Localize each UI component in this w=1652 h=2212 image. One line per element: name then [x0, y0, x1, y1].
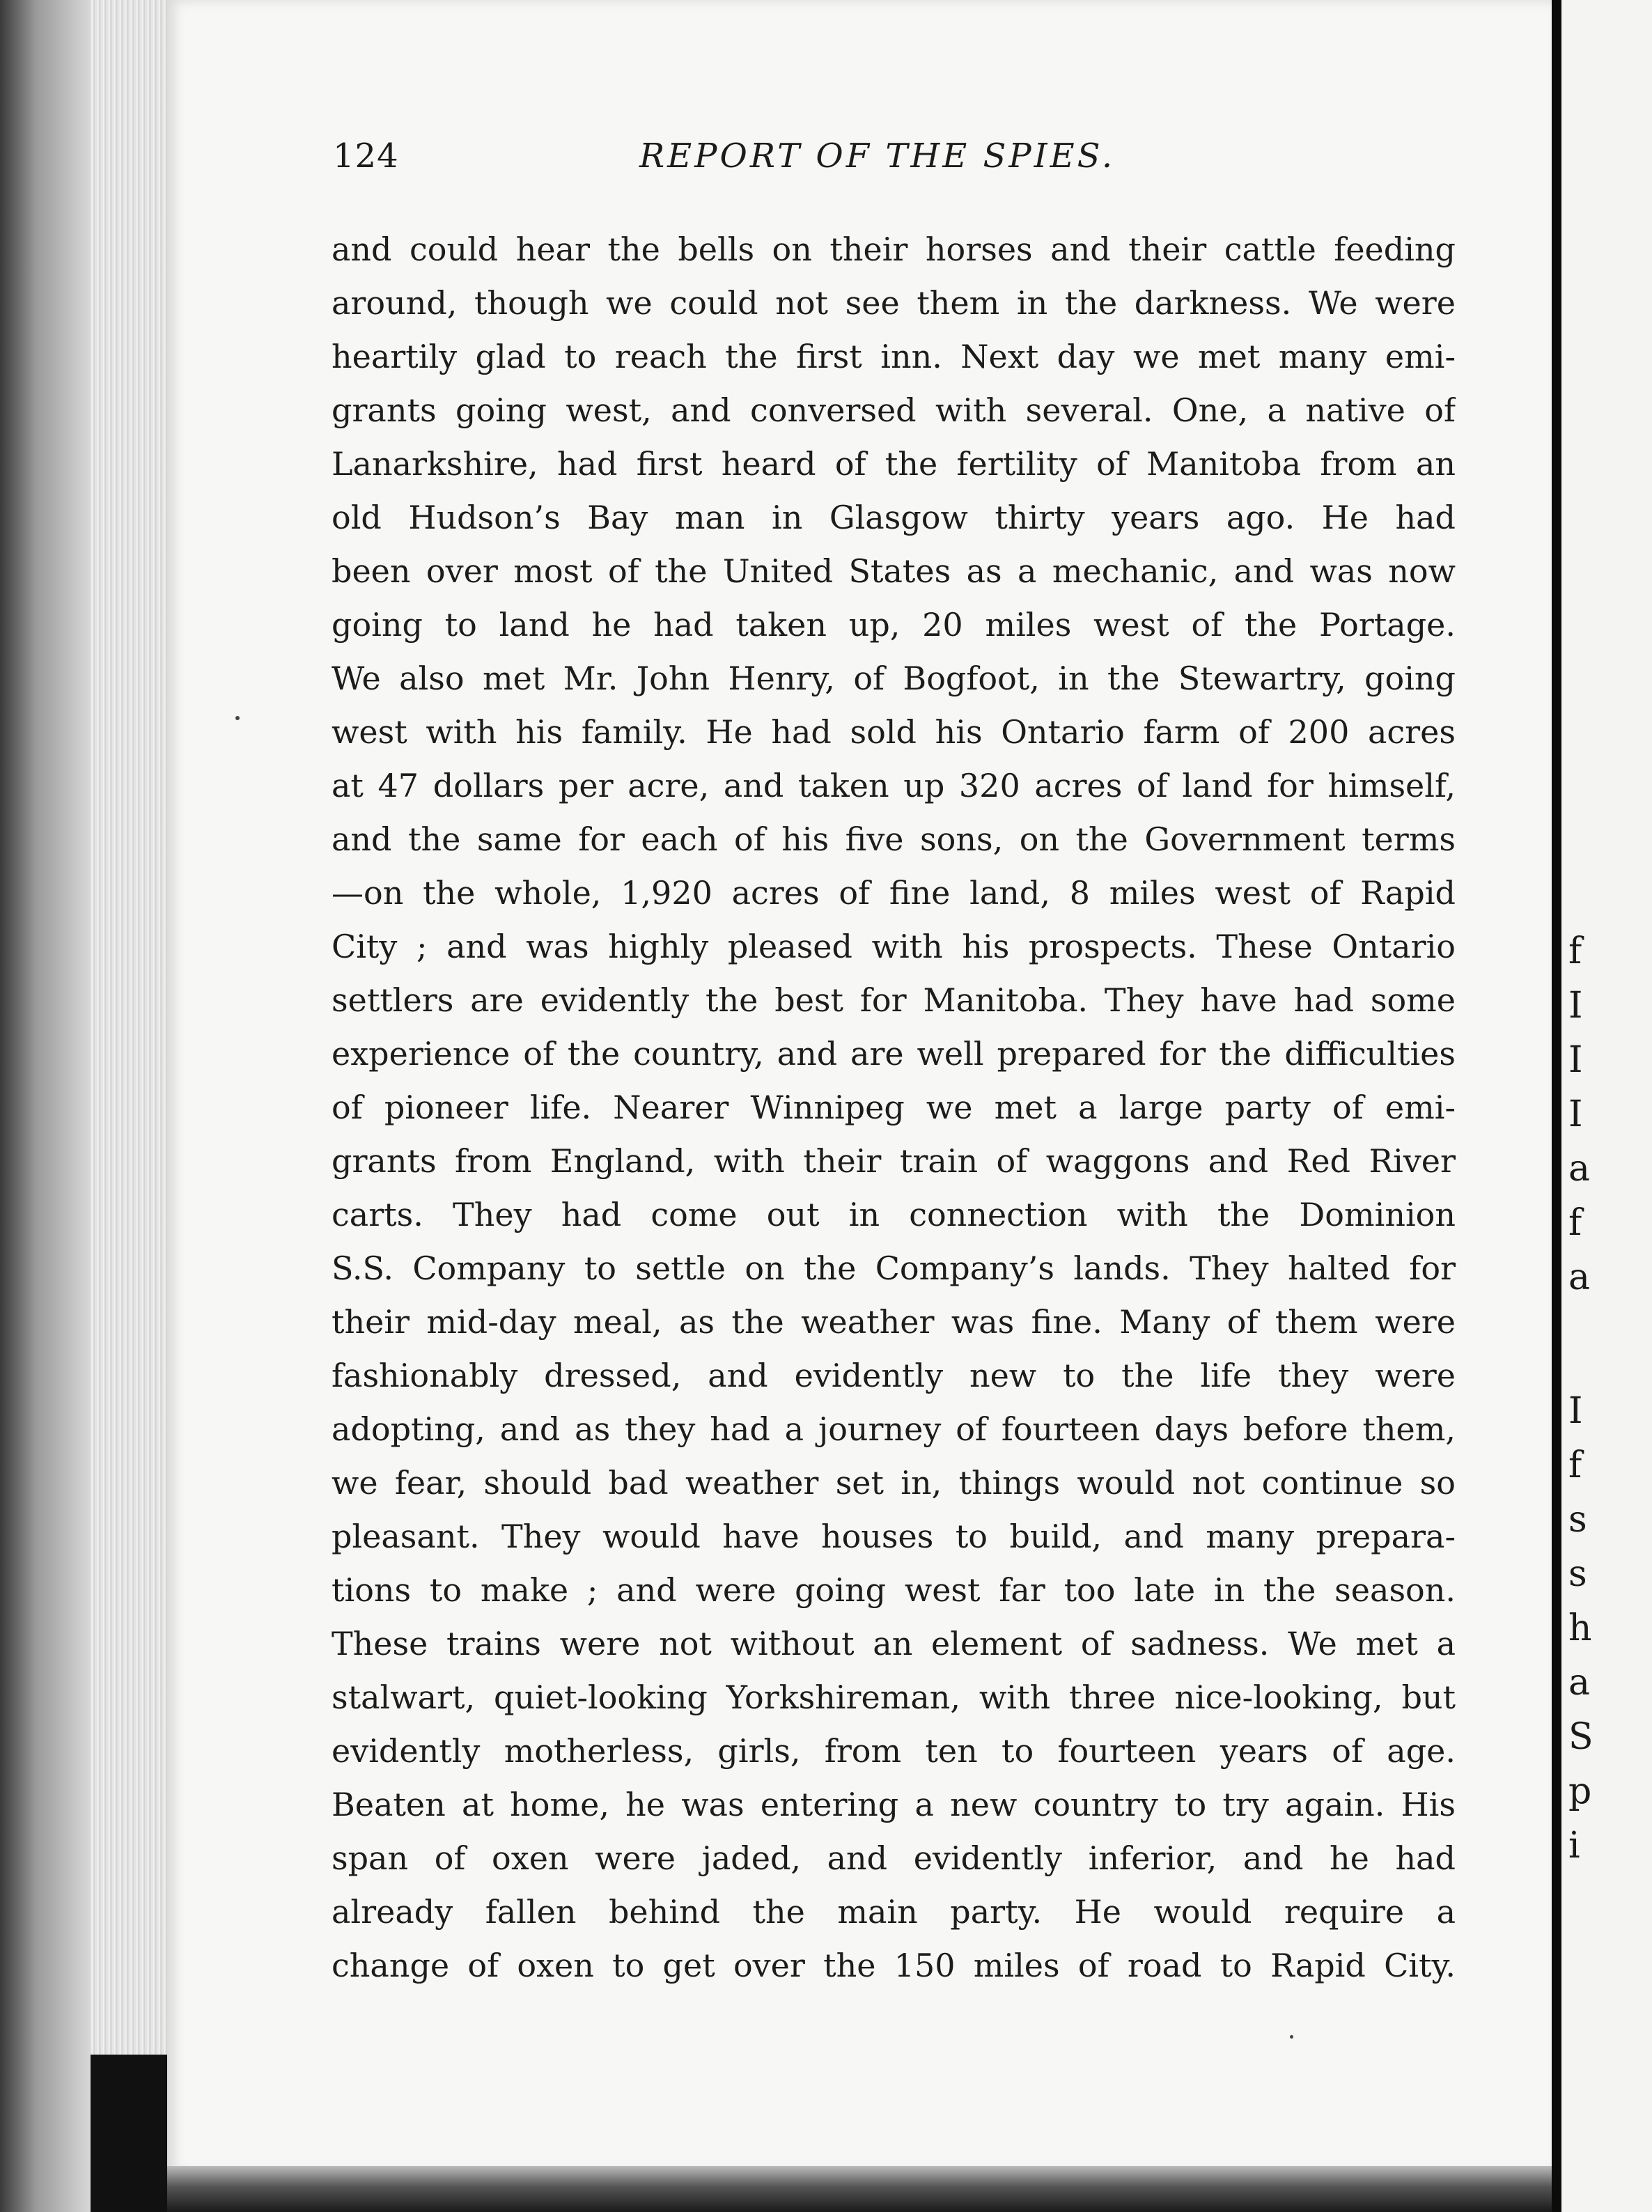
body-text — [332, 223, 1456, 1993]
text-line: tions to make ; and were going west far too late in the season. — [332, 1571, 1456, 1609]
facing-page-fragment: f — [1568, 1444, 1582, 1486]
facing-page-fragment: s — [1568, 1553, 1587, 1595]
text-line: evidently motherless, girls, from ten to fourteen years of age. — [332, 1732, 1456, 1770]
text-line: adopting, and as they had a journey of fourteen days before them, — [332, 1410, 1456, 1448]
text-line: been over most of the United States as a mechanic, and was now — [332, 552, 1456, 590]
text-line: already fallen behind the main party. He would require a — [332, 1893, 1456, 1931]
text-line: carts. They had come out in connection with the Dominion — [332, 1196, 1456, 1233]
book-binding-edge — [0, 0, 91, 2212]
text-line: We also met Mr. John Henry, of Bogfoot, in the Stewartry, going — [332, 660, 1456, 697]
facing-page-fragment: s — [1568, 1499, 1587, 1541]
facing-page-fragment: I — [1568, 1390, 1583, 1432]
text-line: and the same for each of his five sons, on the Government terms — [332, 820, 1456, 858]
text-line: heartily glad to reach the first inn. Next day we met many emi- — [332, 338, 1456, 375]
paper-speck — [1290, 2035, 1293, 2039]
text-line: —on the whole, 1,920 acres of fine land, 8 miles west of Rapid — [332, 874, 1456, 912]
text-line: grants going west, and conversed with several. One, a native of — [332, 391, 1456, 429]
facing-page-edge — [1561, 0, 1652, 2212]
paper-speck — [235, 716, 240, 720]
page-number: 124 — [333, 137, 399, 176]
text-line: These trains were not without an element of sadness. We met a — [332, 1625, 1456, 1662]
page-gutter — [1552, 0, 1561, 2212]
text-line: going to land he had taken up, 20 miles west of the Portage. — [332, 606, 1456, 644]
facing-page-fragment: I — [1568, 1093, 1583, 1135]
text-line: grants from England, with their train of waggons and Red River — [332, 1142, 1456, 1180]
facing-page-fragment: a — [1568, 1256, 1591, 1298]
facing-page-fragment: I — [1568, 985, 1583, 1027]
facing-page-fragment: h — [1568, 1607, 1592, 1649]
text-line: around, though we could not see them in the darkness. We were — [332, 284, 1456, 322]
text-line: at 47 dollars per acre, and taken up 320 acres of land for himself, — [332, 767, 1456, 804]
text-line: City ; and was highly pleased with his prospects. These Ontario — [332, 928, 1456, 965]
text-line: Beaten at home, he was entering a new country to try again. His — [332, 1786, 1456, 1823]
text-line: their mid-day meal, as the weather was fine. Many of them were — [332, 1303, 1456, 1341]
text-line: stalwart, quiet-looking Yorkshireman, with three nice-looking, but — [332, 1679, 1456, 1716]
text-line: west with his family. He had sold his Ontario farm of 200 acres — [332, 713, 1456, 751]
text-line: S.S. Company to settle on the Company’s lands. They halted for — [332, 1249, 1456, 1287]
page-header — [333, 137, 1461, 185]
text-line: pleasant. They would have houses to build, and many prepara- — [332, 1518, 1456, 1555]
text-line: and could hear the bells on their horses and their cattle feeding — [332, 231, 1456, 268]
text-line: old Hudson’s Bay man in Glasgow thirty years ago. He had — [332, 499, 1456, 536]
text-line: change of oxen to get over the 150 miles of road to Rapid City. — [332, 1947, 1456, 1984]
text-line: settlers are evidently the best for Manitoba. They have had some — [332, 981, 1456, 1019]
facing-page-fragment: S — [1568, 1716, 1593, 1758]
facing-page-fragment: p — [1568, 1770, 1592, 1812]
facing-page-fragment: a — [1568, 1662, 1591, 1704]
text-line: Lanarkshire, had first heard of the fertility of Manitoba from an — [332, 445, 1456, 483]
facing-page-fragment: a — [1568, 1148, 1591, 1190]
text-line: experience of the country, and are well prepared for the difficulties — [332, 1035, 1456, 1073]
page-bottom-shadow — [167, 2166, 1560, 2212]
facing-page-fragment: f — [1568, 930, 1582, 972]
text-line: fashionably dressed, and evidently new to the life they were — [332, 1357, 1456, 1394]
text-line: span of oxen were jaded, and evidently inferior, and he had — [332, 1839, 1456, 1877]
facing-page-fragment: I — [1568, 1039, 1583, 1081]
facing-page-fragment: f — [1568, 1202, 1582, 1244]
facing-page-fragment: i — [1568, 1825, 1580, 1867]
running-head: REPORT OF THE SPIES. — [639, 137, 1116, 176]
text-line: we fear, should bad weather set in, things would not continue so — [332, 1464, 1456, 1502]
text-line: of pioneer life. Nearer Winnipeg we met a large party of emi- — [332, 1089, 1456, 1126]
